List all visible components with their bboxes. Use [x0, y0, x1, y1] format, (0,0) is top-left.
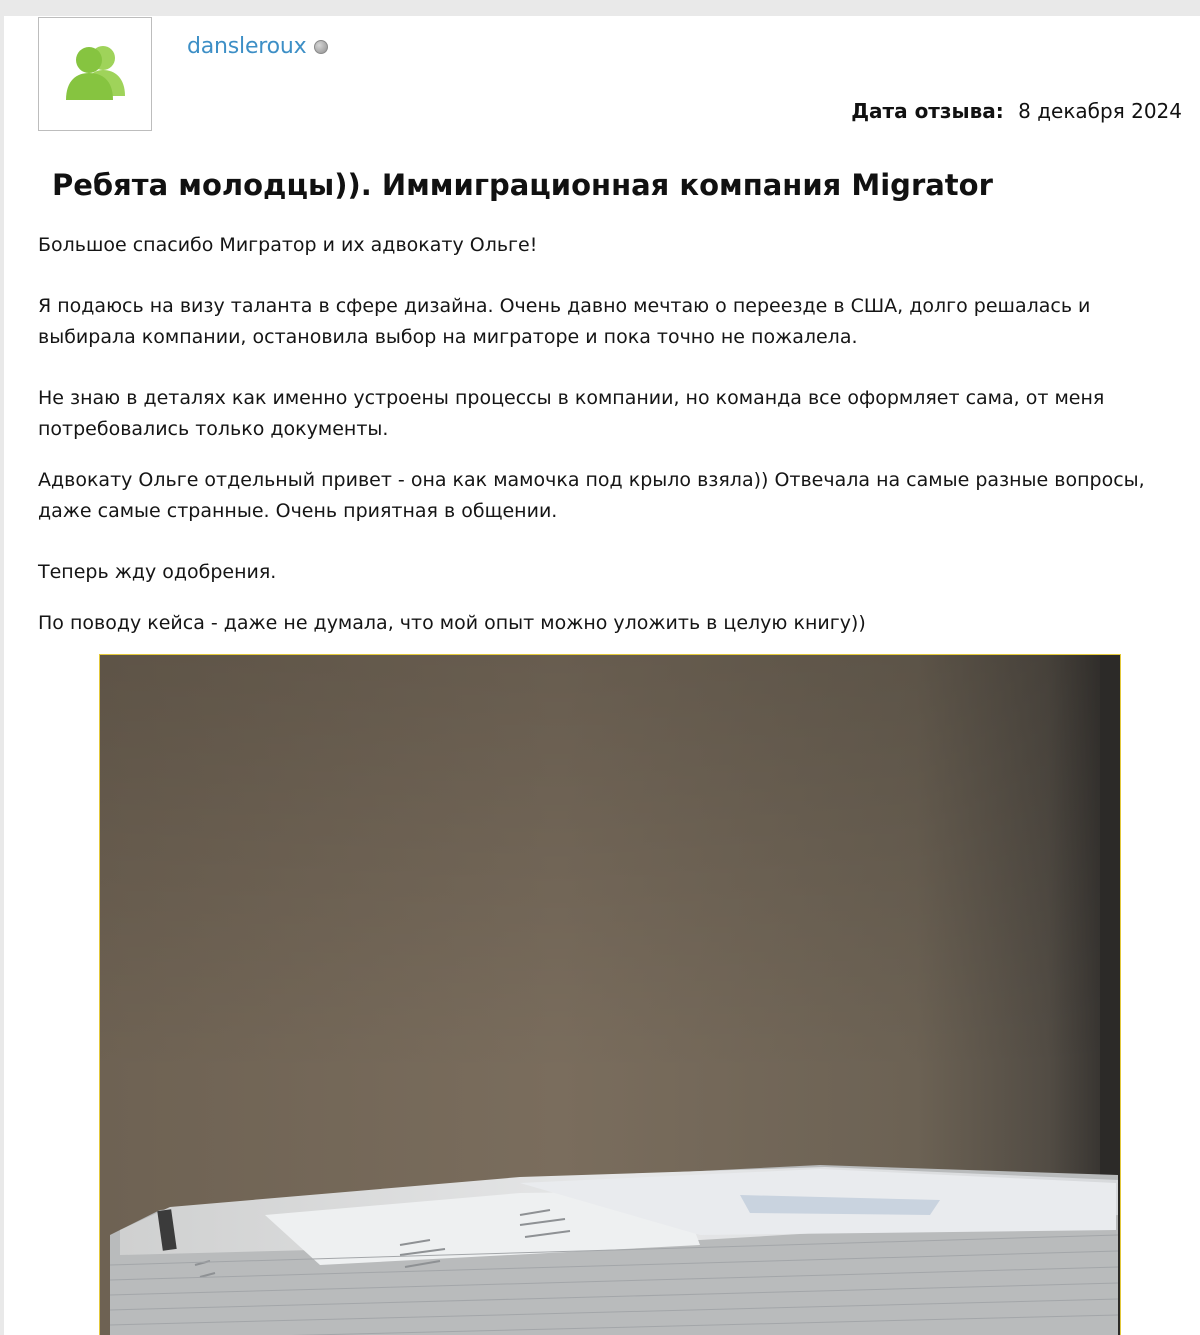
review-body [38, 230, 1148, 639]
review-date-label: Дата отзыва: [851, 99, 1004, 123]
review-paragraph: Адвокату Ольге отдельный привет - она как мамочка под крыло взяла)) Отвечала на самые разные вопросы, даже самые странные. Очень приятная в общении. [38, 469, 1145, 522]
user-group-icon [61, 40, 131, 110]
avatar[interactable] [38, 17, 152, 131]
review-photo[interactable] [99, 654, 1121, 1335]
author-username: dansleroux [187, 34, 307, 59]
author-username-link[interactable] [187, 34, 328, 59]
offline-status-icon [314, 40, 328, 54]
review-paragraph: Не знаю в деталях как именно устроены процессы в компании, но команда все оформляет сама, от меня потребовались только документы. [38, 387, 1105, 440]
review-paragraph: Теперь жду одобрения. [38, 561, 277, 583]
review-paragraph: Я подаюсь на визу таланта в сфере дизайна. Очень давно мечтаю о переезде в США, долго решалась и выбирала компании, остановила выбор на миграторе и пока точно не пожалела. [38, 295, 1091, 348]
review-card [4, 16, 1200, 1335]
review-date [851, 99, 1182, 123]
review-paragraph: По поводу кейса - даже не думала, что мой опыт можно уложить в целую книгу)) [38, 612, 866, 634]
review-date-value: 8 декабря 2024 [1018, 99, 1182, 123]
review-paragraph: Большое спасибо Мигратор и их адвокату Ольге! [38, 234, 538, 256]
review-title: Ребята молодцы)). Иммиграционная компания Migrator [52, 168, 993, 202]
document-stack-image [100, 655, 1121, 1335]
